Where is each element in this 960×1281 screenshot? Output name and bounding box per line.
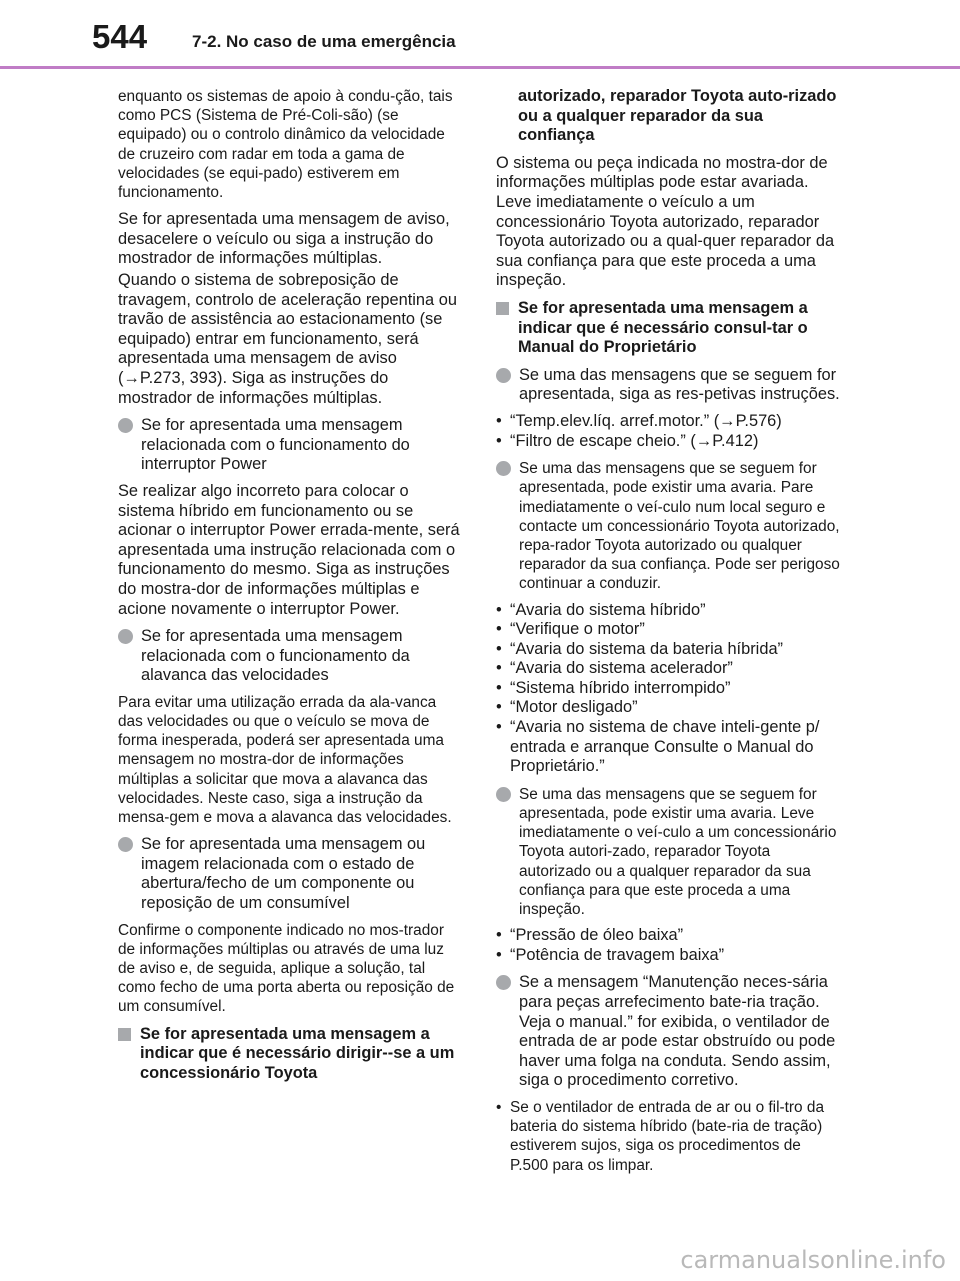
message-list [496, 412, 842, 451]
list-item: • “Avaria do sistema híbrido” [496, 601, 842, 621]
list-item: • “Sistema híbrido interrompido” [496, 679, 842, 699]
page-header [0, 0, 960, 70]
section-heading-text: Se for apresentada uma mensagem a indicar que é necessário dirigir--se a um concessionário Toyota [140, 1024, 455, 1082]
message-list [496, 926, 842, 965]
paragraph: O sistema ou peça indicada no mostra-dor de informações múltiplas pode estar avariada. Leve imediatamente o veículo a um concessionário Toyota autorizado, reparador Toyota autorizado ou a qual-quer reparador da sua confiança para que este proceda a uma inspeção. [496, 153, 835, 290]
bullet-heading [118, 627, 464, 686]
paragraph: Confirme o componente indicado no mos-trador de informações múltiplas ou através de uma luz de aviso e, de seguida, aplique a solução, tal como fecho de uma porta aberta ou reposição de um consumível. [118, 921, 455, 1016]
list-item: • “Avaria do sistema acelerador” [496, 659, 842, 679]
right-column [496, 87, 842, 1183]
bullet-dot-icon [118, 837, 133, 852]
list-item: • “Potência de travagem baixa” [496, 946, 842, 966]
list-item: • “Verifique o motor” [496, 620, 842, 640]
bullet-heading [118, 835, 464, 913]
section-square-icon [496, 302, 509, 315]
bullet-heading-text: Se for apresentada uma mensagem ou imagem relacionada com o estado de abertura/fecho de um componente ou reposição de um consumível [141, 835, 426, 913]
site-watermark: carmanualsonline.info [680, 1246, 946, 1274]
list-item: • “Avaria do sistema da bateria híbrida” [496, 640, 842, 660]
left-column [118, 87, 464, 1091]
bullet-heading-text: Se for apresentada uma mensagem relacionada com o funcionamento do interruptor Power [141, 416, 410, 474]
bullet-heading-text: Se uma das mensagens que se seguem for apresentada, pode existir uma avaria. Pare imediatamente o veí-culo num local seguro e contacte um concessionário Toyota autorizado, repa-rador Toyota autorizado ou qualquer reparador da sua confiança. Pode ser perigoso continuar a conduzir. [519, 460, 840, 593]
bullet-dot-icon [496, 461, 511, 476]
bullet-dot-icon [118, 629, 133, 644]
section-heading-text: Se for apresentada uma mensagem a indicar que é necessário consul-tar o Manual do Proprietário [518, 298, 808, 357]
message-list [496, 601, 842, 777]
bullet-heading [118, 416, 464, 475]
bullet-heading [496, 785, 842, 919]
list-item: • Se o ventilador de entrada de ar ou o fil-tro da bateria do sistema híbrido (bate-ria de tração) estiverem sujos, siga os procedimentos de P.500 para os limpar. [496, 1098, 842, 1175]
paragraph: Para evitar uma utilização errada da ala-vanca das velocidades ou que o veículo se mova de forma inesperada, poderá ser apresentada uma mensagem no mostra-dor de informações múltiplas a solicitar que mova a alavanca das velocidades. Neste caso, siga a instrução da mensa-gem e mova a alavanca das velocidades. [118, 693, 452, 827]
list-item: • “Avaria no sistema de chave inteli-gente p/ entrada e arranque Consulte o Manual do Proprietário.” [496, 718, 842, 777]
paragraph: Se for apresentada uma mensagem de aviso, desacelere o veículo ou siga a instrução do mostrador de informações múltiplas. [118, 210, 450, 268]
section-heading [496, 299, 842, 358]
header-divider [0, 66, 960, 69]
bullet-heading-text: Se uma das mensagens que se seguem for apresentada, siga as res-petivas instruções. [519, 365, 840, 404]
bullet-dot-icon [496, 368, 511, 383]
bullet-heading [496, 973, 842, 1091]
section-square-icon [118, 1028, 131, 1041]
bullet-heading-text: Se uma das mensagens que se seguem for apresentada, pode existir uma avaria. Leve imediatamente o veí-culo a um concessionário Toyota autori-zado, reparador Toyota autorizado ou a qualquer reparador da sua confiança para que este proceda a uma inspeção. [519, 785, 837, 919]
bullet-dot-icon [496, 787, 511, 802]
section-heading-continued: autorizado, reparador Toyota auto-rizado ou a qualquer reparador da sua confiança [518, 87, 837, 145]
section-heading [118, 1025, 464, 1084]
list-item: • “Motor desligado” [496, 698, 842, 718]
bullet-heading [496, 366, 842, 405]
bullet-dot-icon [118, 418, 133, 433]
procedure-list [496, 1098, 842, 1175]
chapter-title: 7-2. No caso de uma emergência [192, 32, 456, 51]
list-item: • “Pressão de óleo baixa” [496, 926, 842, 946]
paragraph: enquanto os sistemas de apoio à condu-ção, tais como PCS (Sistema de Pré-Coli-são) (se equipado) ou o controlo dinâmico da velocidade de cruzeiro com radar em toda a gama de velocidades (se equi-pado) estiverem em funcionamento. [118, 88, 453, 202]
bullet-heading-text: Se for apresentada uma mensagem relacionada com o funcionamento da alavanca das velocidades [141, 627, 410, 685]
paragraph: Se realizar algo incorreto para colocar o sistema híbrido em funcionamento ou se acionar o interruptor Power errada-mente, será apresentada uma instrução relacionada com o funcionamento do mesmo. Siga as instruções do mostra-dor de informações múltiplas e acione novamente o interruptor Power. [118, 481, 460, 618]
bullet-heading-text: Se a mensagem “Manutenção neces-sária para peças arrefecimento bate-ria tração. Veja o manual.” for exibida, o ventilador de entrada de ar pode estar obstruído ou pode haver uma folga na conduta. Sendo assim, siga o procedimento corretivo. [519, 973, 836, 1090]
paragraph: Quando o sistema de sobreposição de travagem, controlo de aceleração repentina ou travão de assistência ao estacionamento (se equipado) entrar em funcionamento, será apresentada uma mensagem de aviso (→P.273, 393). Siga as instruções do mostrador de informações múltiplas. [118, 271, 457, 407]
list-item: • “Filtro de escape cheio.” (→P.412) [496, 432, 842, 452]
bullet-dot-icon [496, 975, 511, 990]
bullet-heading [496, 459, 842, 593]
page-number: 544 [92, 18, 148, 55]
list-item: • “Temp.elev.líq. arref.motor.” (→P.576) [496, 412, 842, 432]
